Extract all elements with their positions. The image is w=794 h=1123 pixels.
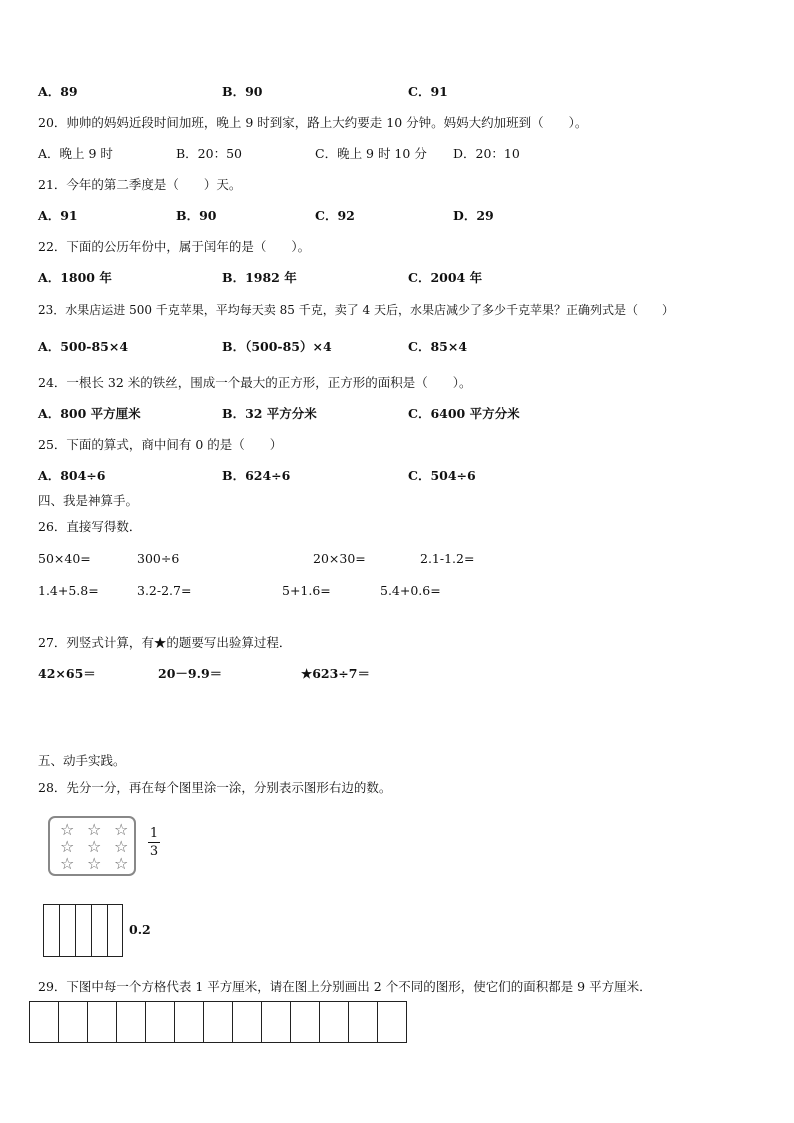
q26-item: 50×40= <box>38 551 91 566</box>
star-icon: ☆ <box>114 837 129 856</box>
q27-item: 20－9.9＝ <box>158 666 223 681</box>
grid-cell <box>204 1002 233 1042</box>
grid-cell <box>175 1002 204 1042</box>
strip-label: 0.2 <box>129 922 151 937</box>
star-box-figure <box>48 816 136 876</box>
star-icon: ☆ <box>60 854 75 873</box>
q25-option-a: A．804÷6 <box>38 468 106 483</box>
q20-option-d: D．20：10 <box>453 146 520 161</box>
star-icon: ☆ <box>60 820 75 839</box>
q19-option-c: C．91 <box>408 84 448 99</box>
q23-option-a: A．500-85×4 <box>38 339 129 354</box>
q27-item: ★623÷7＝ <box>301 666 370 681</box>
grid-cell <box>59 1002 88 1042</box>
q27-item: 42×65＝ <box>38 666 96 681</box>
grid-cell <box>117 1002 146 1042</box>
q25-stem: 25．下面的算式，商中间有 0 的是（ ） <box>38 437 283 452</box>
fraction-one-third <box>148 826 160 859</box>
q22-stem: 22．下面的公历年份中，属于闰年的是（ ）。 <box>38 239 311 254</box>
q25-option-c: C．504÷6 <box>408 468 476 483</box>
q24-option-b: B．32 平方分米 <box>222 406 317 421</box>
grid-cell <box>320 1002 349 1042</box>
grid-cell <box>146 1002 175 1042</box>
strip-cell <box>60 905 76 956</box>
grid-cell <box>233 1002 262 1042</box>
star-icon: ☆ <box>114 854 129 873</box>
q27-stem: 27．列竖式计算，有★的题要写出验算过程． <box>38 635 292 650</box>
q21-stem: 21．今年的第二季度是（ ）天。 <box>38 177 242 192</box>
q29-stem: 29．下图中每一个方格代表 1 平方厘米，请在图上分别画出 2 个不同的图形，使它们的面积都是 9 平方厘米． <box>38 979 652 994</box>
square-grid <box>29 1001 407 1043</box>
grid-cell <box>88 1002 117 1042</box>
grid-cell <box>291 1002 320 1042</box>
q23-option-b: B．（500-85）×4 <box>222 339 332 354</box>
section-4-heading: 四、我是神算手。 <box>38 493 139 508</box>
q26-item: 2.1-1.2= <box>420 551 475 566</box>
q25-option-b: B．624÷6 <box>222 468 291 483</box>
strip-cell <box>92 905 108 956</box>
grid-cell <box>349 1002 378 1042</box>
q26-item: 3.2-2.7= <box>137 583 192 598</box>
q20-option-a: A．晚上 9 时 <box>38 146 113 161</box>
q21-option-c: C．92 <box>315 208 355 223</box>
q26-item: 5.4+0.6= <box>380 583 441 598</box>
strip-cell <box>76 905 92 956</box>
q23-option-c: C．85×4 <box>408 339 468 354</box>
q21-option-a: A．91 <box>38 208 78 223</box>
q20-stem: 20．帅帅的妈妈近段时间加班，晚上 9 时到家，路上大约要走 10 分钟。妈妈大约加班到（ ）。 <box>38 115 588 130</box>
q21-option-d: D．29 <box>453 208 494 223</box>
q24-stem: 24．一根长 32 米的铁丝，围成一个最大的正方形，正方形的面积是（ ）。 <box>38 375 472 390</box>
star-icon: ☆ <box>87 837 102 856</box>
q22-option-b: B．1982 年 <box>222 270 297 285</box>
star-icon: ☆ <box>60 837 75 856</box>
fraction-denominator: 3 <box>149 844 159 859</box>
grid-cell <box>30 1002 59 1042</box>
strip-cell <box>44 905 60 956</box>
q23-stem: 23．水果店运进 500 千克苹果，平均每天卖 85 千克，卖了 4 天后，水果店减少了多少千克苹果？正确列式是（ ） <box>38 303 674 317</box>
q24-option-c: C．6400 平方分米 <box>408 406 520 421</box>
q22-option-c: C．2004 年 <box>408 270 483 285</box>
q26-item: 300÷6 <box>137 551 180 566</box>
rectangle-strip-figure <box>43 904 123 957</box>
fraction-numerator: 1 <box>149 826 159 841</box>
q20-option-c: C．晚上 9 时 10 分 <box>315 146 427 161</box>
q20-option-b: B．20：50 <box>176 146 242 161</box>
q26-item: 20×30= <box>313 551 366 566</box>
q24-option-a: A．800 平方厘米 <box>38 406 141 421</box>
q26-item: 1.4+5.8= <box>38 583 99 598</box>
star-icon: ☆ <box>87 820 102 839</box>
grid-cell <box>262 1002 291 1042</box>
star-icon: ☆ <box>114 820 129 839</box>
q22-option-a: A．1800 年 <box>38 270 112 285</box>
q28-stem: 28．先分一分，再在每个图里涂一涂，分别表示图形右边的数。 <box>38 780 392 795</box>
q26-stem: 26．直接写得数． <box>38 519 142 534</box>
q19-option-a: A．89 <box>38 84 78 99</box>
q21-option-b: B．90 <box>176 208 217 223</box>
star-icon: ☆ <box>87 854 102 873</box>
q26-item: 5+1.6= <box>282 583 331 598</box>
section-5-heading: 五、动手实践。 <box>38 753 126 768</box>
q19-option-b: B．90 <box>222 84 263 99</box>
